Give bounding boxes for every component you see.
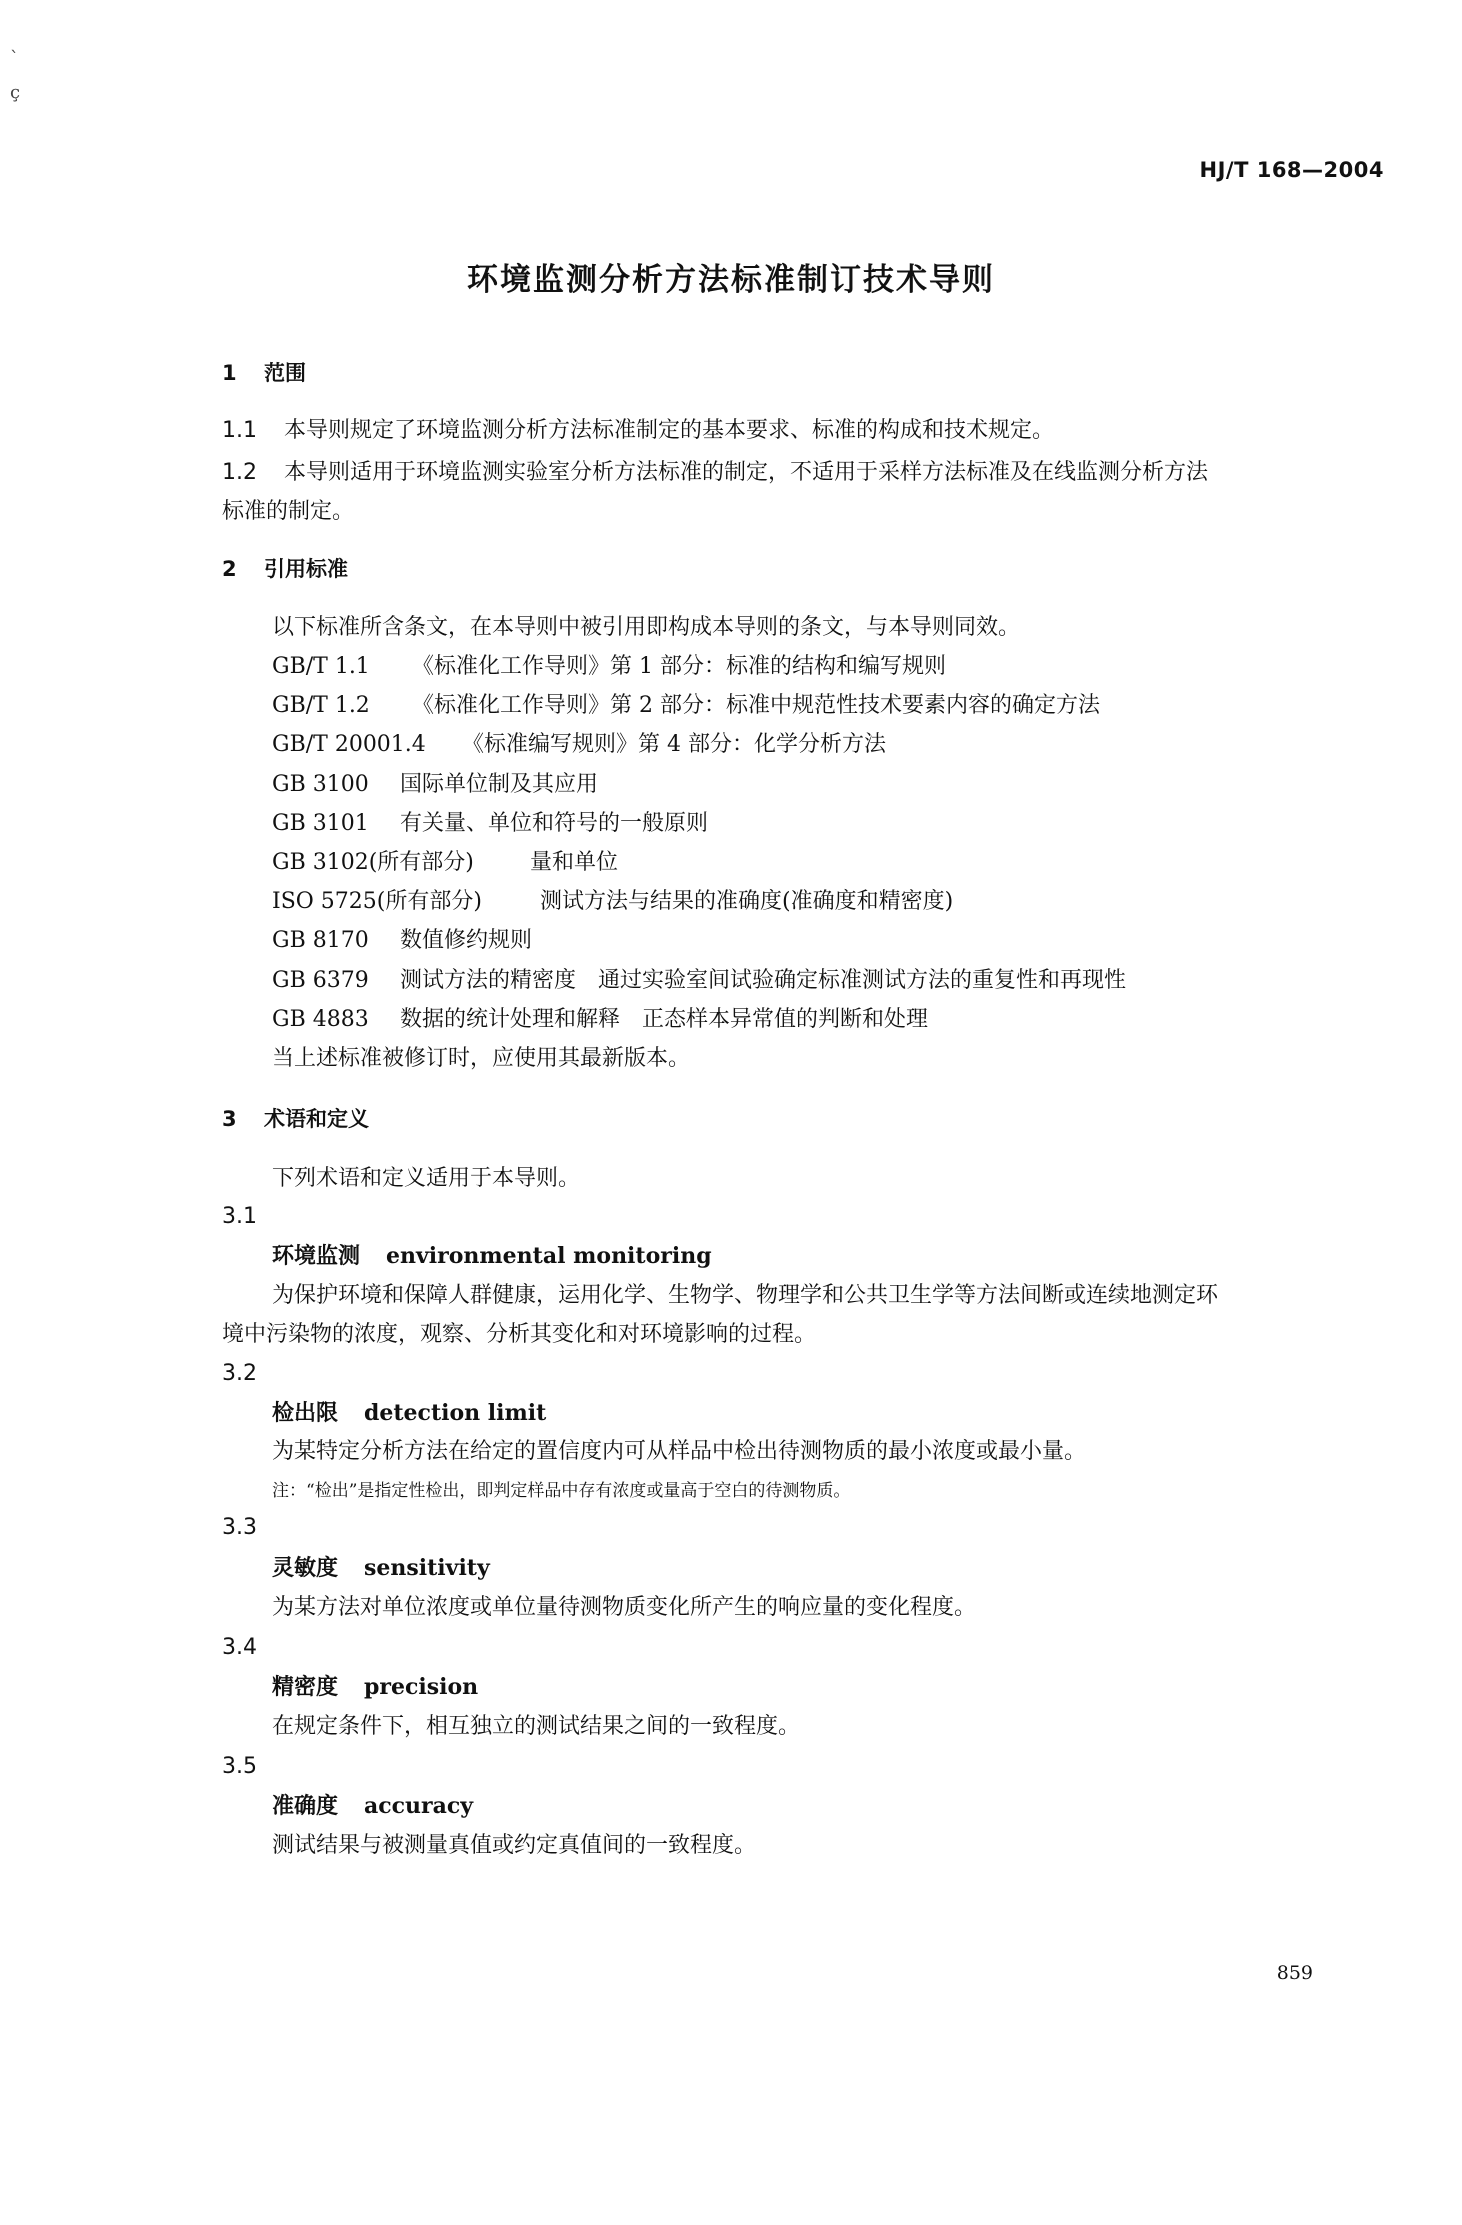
reference-item <box>272 1005 928 1035</box>
clause-number: 1.1 <box>222 418 257 443</box>
term-definition: 为保护环境和保障人群健康，运用化学、生物学、物理学和公共卫生学等方法间断或连续地测定环 <box>272 1283 1219 1308</box>
clause-text: 本导则适用于环境监测实验室分析方法标准的制定，不适用于采样方法标准及在线监测分析方法 <box>284 460 1209 485</box>
term-chinese: 环境监测 <box>272 1244 361 1269</box>
references-intro: 以下标准所含条文，在本导则中被引用即构成本导则的条文，与本导则同效。 <box>272 615 1021 640</box>
scan-mark: ç <box>10 82 21 103</box>
section-number: 2 <box>222 557 237 581</box>
reference-code: ISO 5725(所有部分) <box>272 889 482 914</box>
reference-title: 测试方法的精密度 通过实验室间试验确定标准测试方法的重复性和再现性 <box>400 968 1127 993</box>
term-definition: 为某特定分析方法在给定的置信度内可从样品中检出待测物质的最小浓度或最小量。 <box>272 1439 1087 1464</box>
term-heading <box>272 1398 546 1429</box>
section-2-heading <box>222 554 348 584</box>
clause-number: 1.2 <box>222 460 257 485</box>
reference-item <box>272 966 1126 996</box>
reference-item <box>272 848 618 878</box>
reference-title: 《标准化工作导则》第 1 部分：标准的结构和编写规则 <box>412 654 946 679</box>
term-definition: 为某方法对单位浓度或单位量待测物质变化所产生的响应量的变化程度。 <box>272 1595 977 1620</box>
reference-code: GB 3100 <box>272 772 369 797</box>
reference-item <box>272 926 532 956</box>
term-note: 注：“检出”是指定性检出，即判定样品中存有浓度或量高于空白的待测物质。 <box>272 1481 851 1501</box>
term-english: sensitivity <box>364 1555 490 1581</box>
term-number: 3.4 <box>222 1635 257 1660</box>
reference-code: GB 3102(所有部分) <box>272 850 474 875</box>
section-number: 3 <box>222 1107 237 1131</box>
reference-item <box>272 887 953 917</box>
reference-title: 有关量、单位和符号的一般原则 <box>400 811 709 836</box>
reference-code: GB 6379 <box>272 968 369 993</box>
section-number: 1 <box>222 361 237 385</box>
clause-text: 本导则规定了环境监测分析方法标准制定的基本要求、标准的构成和技术规定。 <box>284 418 1055 443</box>
term-number: 3.2 <box>222 1361 257 1386</box>
term-english: environmental monitoring <box>386 1243 712 1269</box>
section-title: 术语和定义 <box>264 1107 369 1131</box>
reference-title: 数据的统计处理和解释 正态样本异常值的判断和处理 <box>400 1007 929 1032</box>
section-1-heading <box>222 358 306 388</box>
term-heading <box>272 1672 478 1703</box>
term-chinese: 灵敏度 <box>272 1556 339 1581</box>
clause-1-2 <box>222 458 1208 488</box>
term-heading <box>272 1241 712 1272</box>
section-title: 引用标准 <box>264 557 348 581</box>
reference-title: 量和单位 <box>530 850 619 875</box>
term-number: 3.1 <box>222 1204 257 1229</box>
term-chinese: 准确度 <box>272 1794 339 1819</box>
reference-code: GB 4883 <box>272 1007 369 1032</box>
reference-code: GB 3101 <box>272 811 369 836</box>
term-english: precision <box>364 1674 479 1700</box>
section-title: 范围 <box>264 361 306 385</box>
references-outro: 当上述标准被修订时，应使用其最新版本。 <box>272 1046 691 1071</box>
term-chinese: 检出限 <box>272 1401 339 1426</box>
reference-code: GB/T 1.2 <box>272 693 370 718</box>
reference-item <box>272 691 1100 721</box>
term-definition-continuation: 境中污染物的浓度，观察、分析其变化和对环境影响的过程。 <box>222 1322 817 1347</box>
reference-code: GB 8170 <box>272 928 369 953</box>
term-number: 3.3 <box>222 1515 257 1540</box>
term-english: accuracy <box>364 1793 474 1819</box>
scan-mark: ` <box>10 48 19 69</box>
reference-title: 数值修约规则 <box>400 928 533 953</box>
term-heading <box>272 1791 473 1822</box>
reference-item <box>272 730 886 760</box>
term-definition: 在规定条件下，相互独立的测试结果之间的一致程度。 <box>272 1714 801 1739</box>
term-heading <box>272 1553 490 1584</box>
page-title: 环境监测分析方法标准制订技术导则 <box>467 262 995 298</box>
reference-title: 测试方法与结果的准确度(准确度和精密度) <box>540 889 954 914</box>
section-3-heading <box>222 1104 369 1134</box>
reference-item <box>272 809 708 839</box>
reference-code: GB/T 1.1 <box>272 654 370 679</box>
reference-item <box>272 652 946 682</box>
terms-intro: 下列术语和定义适用于本导则。 <box>272 1166 581 1191</box>
reference-title: 《标准化工作导则》第 2 部分：标准中规范性技术要素内容的确定方法 <box>412 693 1100 718</box>
document-code: HJ/T 168—2004 <box>1199 158 1384 182</box>
term-definition: 测试结果与被测量真值或约定真值间的一致程度。 <box>272 1833 757 1858</box>
reference-code: GB/T 20001.4 <box>272 732 426 757</box>
reference-title: 国际单位制及其应用 <box>400 772 599 797</box>
clause-1-1 <box>222 416 1054 446</box>
reference-item <box>272 770 598 800</box>
term-number: 3.5 <box>222 1754 257 1779</box>
page-number: 859 <box>1276 1962 1313 1984</box>
reference-title: 《标准编写规则》第 4 部分：化学分析方法 <box>462 732 886 757</box>
clause-1-2-continuation: 标准的制定。 <box>222 499 355 524</box>
term-english: detection limit <box>364 1400 547 1426</box>
term-chinese: 精密度 <box>272 1675 339 1700</box>
